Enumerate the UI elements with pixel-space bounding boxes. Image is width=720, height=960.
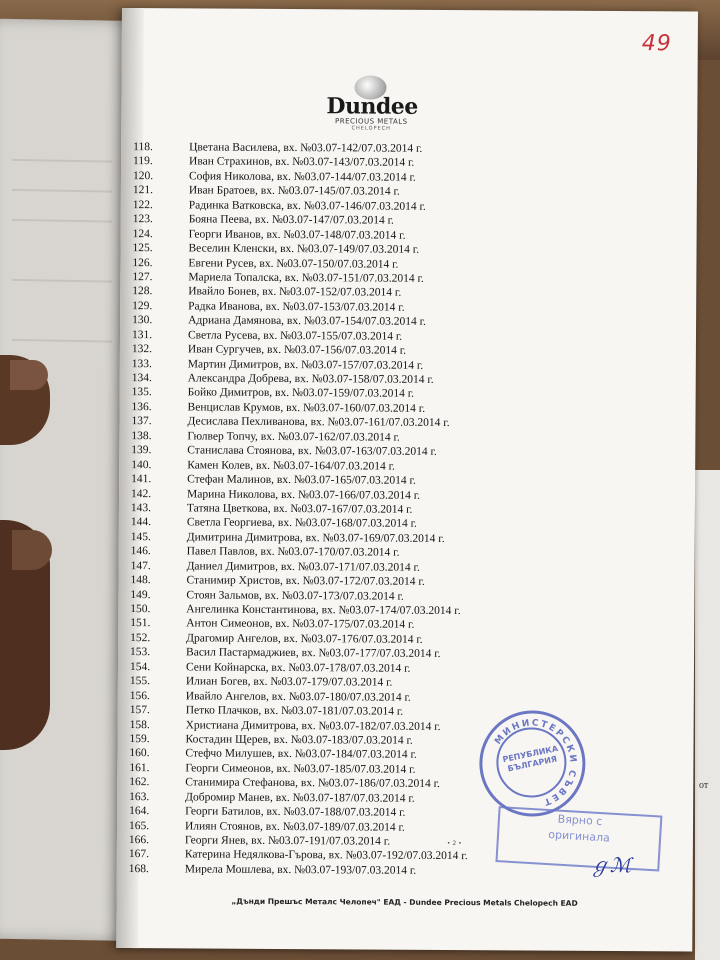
entry-text: Антон Симеонов, вх. №03.07-175/07.03.2014 г. xyxy=(186,617,415,632)
entry-text: Христиана Димитрова, вх. №03.07-182/07.03.2014 г. xyxy=(185,718,441,733)
logo-subtitle-2: CHELOPECH xyxy=(351,125,391,132)
entry-number: 151. xyxy=(130,617,151,630)
entry-number: 129. xyxy=(132,299,153,313)
entry-text: Бояна Пеева, вх. №03.07-147/07.03.2014 г. xyxy=(188,213,394,227)
entry-number: 139. xyxy=(131,444,152,457)
entry-number: 143. xyxy=(130,502,152,515)
entry-text: Станислава Стоянова, вх. №03.07-163/07.03.2014 г. xyxy=(187,444,437,459)
entry-number: 163. xyxy=(129,790,150,803)
entry-number: 125. xyxy=(132,242,153,255)
logo-name: Dundee xyxy=(326,93,418,120)
entry-number: 132. xyxy=(131,343,153,356)
entry-text: Даниел Димитров, вх. №03.07-171/07.03.2014 г. xyxy=(186,560,420,574)
entry-text: Костадин Щерев, вх. №03.07-183/07.03.2014 г. xyxy=(185,733,413,747)
entry-number: 135. xyxy=(131,386,152,399)
entry-number: 119. xyxy=(133,155,153,168)
entry-text: Георги Симеонов, вх. №03.07-185/07.03.2014 г. xyxy=(185,762,416,776)
entry-number: 128. xyxy=(132,285,153,298)
entry-text: Венцислав Крумов, вх. №03.07-160/07.03.2014 г. xyxy=(187,401,426,415)
entry-text: Катерина Недялкова-Гърова, вх. №03.07-192/07.03.2014 г. xyxy=(184,848,468,863)
entry-text: Иван Сургучев, вх. №03.07-156/07.03.2014 г. xyxy=(187,343,407,357)
entry-text: Георги Батилов, вх. №03.07-188/07.03.2014 г. xyxy=(185,805,406,819)
entry-text: Илиан Богев, вх. №03.07-179/07.03.2014 г. xyxy=(185,675,393,689)
entry-text: Илиян Стоянов, вх. №03.07-189/07.03.2014 г. xyxy=(184,819,405,834)
entry-number: 154. xyxy=(129,660,151,673)
entry-number: 152. xyxy=(130,631,151,645)
entry-number: 166. xyxy=(128,834,150,847)
ghost-line xyxy=(12,279,112,283)
entry-text: Петко Плачков, вх. №03.07-181/07.03.2014 г. xyxy=(185,704,404,718)
entry-number: 137. xyxy=(131,415,152,428)
stamp-center-text: РЕПУБЛИКА БЪЛГАРИЯ xyxy=(501,744,559,774)
entry-text: Светла Георгиева, вх. №03.07-168/07.03.2014 г. xyxy=(186,516,417,531)
entry-text: Радинка Ватковска, вх. №03.07-146/07.03.2014 г. xyxy=(188,199,426,213)
company-logo xyxy=(326,75,416,136)
entry-text: Станимир Христов, вх. №03.07-172/07.03.2014 г. xyxy=(186,574,425,588)
entry-number: 126. xyxy=(132,256,153,269)
entry-text: Камен Колев, вх. №03.07-164/07.03.2014 г. xyxy=(187,459,395,473)
entry-list xyxy=(129,140,673,880)
entry-text: Мартин Димитров, вх. №03.07-157/07.03.2014 г. xyxy=(187,357,424,372)
entry-number: 162. xyxy=(129,776,150,789)
entry-number: 144. xyxy=(130,516,152,529)
entry-text: Веселин Кленски, вх. №03.07-149/07.03.2014 г. xyxy=(188,242,420,256)
entry-text: Сени Койнарска, вх. №03.07-178/07.03.2014 г. xyxy=(185,661,411,675)
margin-mark: от xyxy=(699,780,709,791)
entry-text: Ивайло Ангелов, вх. №03.07-180/07.03.2014 г. xyxy=(185,690,411,704)
entry-number: 150. xyxy=(130,603,151,616)
entry-number: 122. xyxy=(132,198,153,211)
entry-text: Ангелинка Константинова, вх. №03.07-174/07.03.2014 г. xyxy=(186,603,461,618)
entry-text: Евгени Русев, вх. №03.07-150/07.03.2014 г. xyxy=(188,256,399,271)
entry-text: София Николова, вх. №03.07-144/07.03.2014 г. xyxy=(188,170,416,184)
stamp-ring-label: МИНИСТЕРСКИ СЪВЕТ xyxy=(493,718,578,808)
entry-text: Десислава Пехливанова, вх. №03.07-161/07.03.2014 г. xyxy=(187,415,450,430)
entry-number: 140. xyxy=(131,458,152,471)
entry-text: Цветана Василева, вх. №03.07-142/07.03.2014 г. xyxy=(189,141,423,155)
entry-text: Иван Братоев, вх. №03.07-145/07.03.2014 г. xyxy=(188,184,400,199)
entry-number: 167. xyxy=(128,848,149,861)
entry-number: 146. xyxy=(130,545,151,558)
entry-number: 118. xyxy=(133,141,153,154)
entry-text: Васил Пастармаджиев, вх. №03.07-177/07.03.2014 г. xyxy=(186,646,441,661)
entry-text: Бойко Димитров, вх. №03.07-159/07.03.2014 г. xyxy=(187,386,415,401)
logo-subtitle: PRECIOUS METALS xyxy=(334,117,408,126)
entry-number: 130. xyxy=(132,314,153,327)
entry-number: 153. xyxy=(130,646,151,659)
entry-text: Георги Иванов, вх. №03.07-148/07.03.2014 г. xyxy=(188,228,406,242)
entry-text: Мирела Мошлева, вх. №03.07-193/07.03.2014 г. xyxy=(184,863,417,877)
small-mark: • 2 • xyxy=(446,840,462,848)
entry-text: Татяна Цветкова, вх. №03.07-167/07.03.2014 г. xyxy=(186,502,413,516)
handwritten-page-number: 49 xyxy=(641,31,672,57)
entry-text: Георги Янев, вх. №03.07-191/07.03.2014 г. xyxy=(184,834,391,848)
entry-text: Александра Добрева, вх. №03.07-158/07.03.2014 г. xyxy=(187,372,434,386)
entry-text: Добромир Манев, вх. №03.07-187/07.03.2014 г. xyxy=(185,791,415,805)
entry-text: Стоян Зальмов, вх. №03.07-173/07.03.2014 г. xyxy=(186,588,404,603)
ghost-line xyxy=(12,219,112,223)
entry-text: Мариела Топалска, вх. №03.07-151/07.03.2014 г. xyxy=(188,271,424,285)
page-footer: „Дънди Прешъс Металс Челопеч" ЕАД - Dundee Precious Metals Chelopech EAD xyxy=(231,896,578,908)
certified-copy-stamp xyxy=(495,806,662,871)
entry-number: 133. xyxy=(131,357,152,370)
round-official-stamp xyxy=(479,710,586,817)
entry-number: 159. xyxy=(129,732,150,746)
fingernail-upper xyxy=(10,360,48,390)
entry-number: 124. xyxy=(132,227,153,240)
entry-number: 123. xyxy=(132,213,153,226)
entry-text: Стефан Малинов, вх. №03.07-165/07.03.2014 г. xyxy=(187,473,416,487)
entry-text: Марина Николова, вх. №03.07-166/07.03.2014 г. xyxy=(186,487,421,502)
entry-number: 145. xyxy=(130,530,151,543)
entry-number: 131. xyxy=(131,328,153,341)
entry-number: 141. xyxy=(131,473,152,486)
ghost-line xyxy=(12,189,112,193)
entry-number: 149. xyxy=(130,588,151,601)
entry-number: 134. xyxy=(131,372,152,385)
entry-text: Иван Страхинов, вх. №03.07-143/07.03.2014 г. xyxy=(189,155,415,170)
document-page xyxy=(116,8,698,952)
entry-number: 120. xyxy=(132,169,154,183)
entry-number: 164. xyxy=(129,805,150,818)
entry-text: Адриана Дамянова, вх. №03.07-154/07.03.2014 г. xyxy=(188,314,426,329)
entry-number: 142. xyxy=(130,487,152,500)
box-stamp-line1: Вярно с xyxy=(557,812,603,829)
signature: ℊℳ xyxy=(589,852,632,878)
entry-number: 147. xyxy=(130,559,151,572)
entry-number: 136. xyxy=(131,400,152,414)
entry-number: 161. xyxy=(129,761,150,774)
entry-number: 156. xyxy=(129,689,150,702)
entry-number: 158. xyxy=(129,718,150,731)
entry-text: Ивайло Бонев, вх. №03.07-152/07.03.2014 г. xyxy=(188,285,402,300)
entry-text: Димитрина Димитрова, вх. №03.07-169/07.03.2014 г. xyxy=(186,531,445,545)
fingernail-lower xyxy=(12,530,52,570)
entry-text: Гюлвер Топчу, вх. №03.07-162/07.03.2014 г. xyxy=(187,430,400,444)
entry-number: 160. xyxy=(129,747,150,760)
entry-text: Станимира Стефанова, вх. №03.07-186/07.03.2014 г. xyxy=(185,776,440,791)
ghost-line xyxy=(12,159,112,163)
entry-number: 127. xyxy=(132,271,153,284)
entry-number: 157. xyxy=(129,704,150,717)
entry-number: 148. xyxy=(130,574,151,587)
entry-number: 165. xyxy=(128,819,150,832)
entry-number: 121. xyxy=(132,184,154,197)
entry-number: 155. xyxy=(129,675,151,688)
entry-text: Стефчо Милушев, вх. №03.07-184/07.03.2014 г. xyxy=(185,747,417,762)
entry-number: 168. xyxy=(128,862,149,876)
entry-text: Светла Русева, вх. №03.07-155/07.03.2014 г. xyxy=(187,329,403,343)
right-underlying-page xyxy=(695,470,720,960)
ghost-line xyxy=(12,339,112,343)
entry-number: 138. xyxy=(131,429,152,442)
entry-text: Драгомир Ангелов, вх. №03.07-176/07.03.2014 г. xyxy=(186,632,423,646)
entry-text: Павел Павлов, вх. №03.07-170/07.03.2014 г. xyxy=(186,545,400,559)
entry-text: Радка Иванова, вх. №03.07-153/07.03.2014 г. xyxy=(188,300,405,314)
box-stamp-line2: оригинала xyxy=(548,828,611,845)
